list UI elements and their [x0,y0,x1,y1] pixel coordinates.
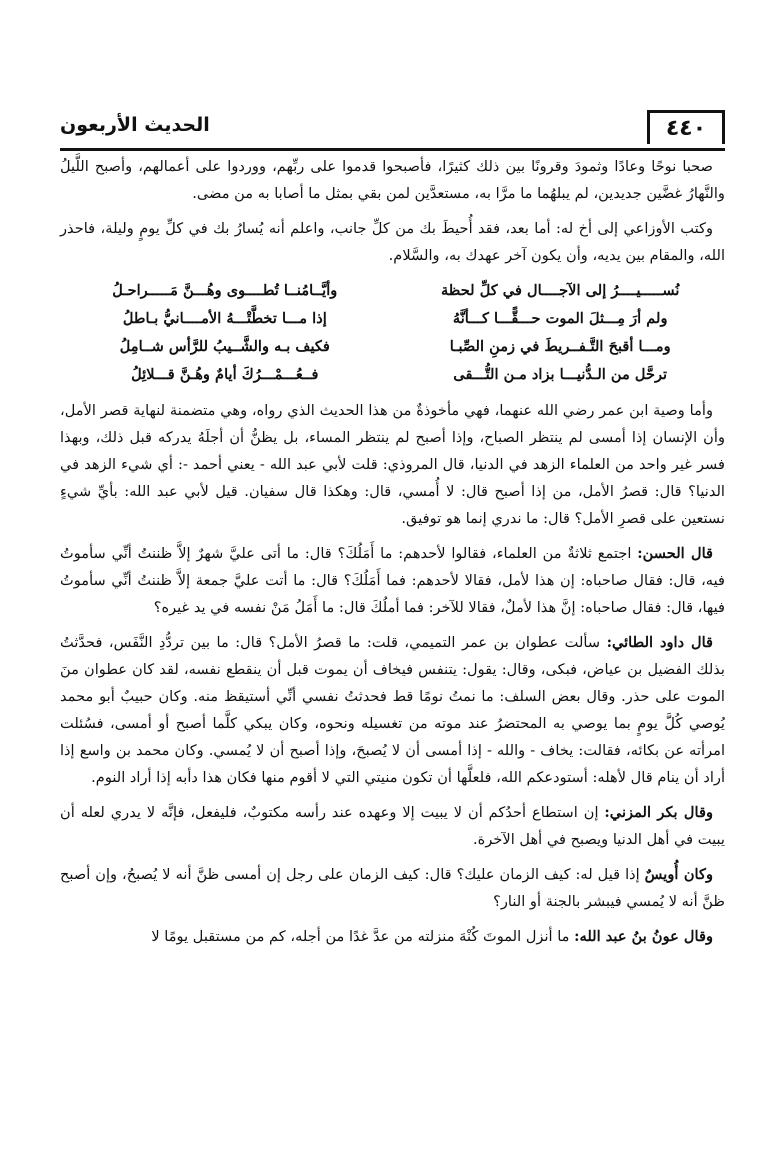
running-title: الحديث الأربعون [60,114,210,136]
paragraph-text: وكتب الأوزاعي إلى أخ له: أما بعد، فقد أُحيطَ بك من كلِّ جانب، واعلم أنه يُسارُ بك في كلِّ يومٍ وليلة، فاحذر الله، والمقام بين يديه، وأن يكون آخر عهدك به، والسَّلام. [60,220,725,264]
poem [60,277,725,389]
paragraph-lead: قال الحسن: [637,545,713,562]
verse-first-hemistich: ترحَّل من الـدُّنيـــا بزاد مـن التُّـــقى [453,366,668,383]
paragraph-text: إن استطاع أحدُكم أن لا يبيت إلا وعهده عند رأسه مكتوبٌ، فليفعل، فإنَّه لا يدري لعله أن يبيت في أهل الدنيا ويصبح في أهل الآخرة. [60,804,725,848]
verse-first-hemistich: ومـــا أقبحَ التَّـفــريطَ في زمنِ الصِّبـا [449,338,671,355]
page-body [60,153,725,958]
paragraph [60,397,725,532]
paragraph-text: ما أنزل الموتَ كُنْهَ منزلته من عدَّ غدًا من أجله، كم من مستقبل يومًا لا [151,928,575,945]
paragraph-lead: وقال بكر المزني: [604,804,713,821]
verse-second-hemistich: فــعُـــمْـــرُكَ أيامٌ وهُـنَّ قـــلائِلُ [131,366,319,383]
paragraph-lead: قال داود الطائي: [606,634,714,651]
paragraph [60,799,725,853]
poem-verse [70,333,715,361]
poem-verse [70,305,715,333]
paragraph-lead: وقال عونُ بنُ عبد الله: [574,928,713,945]
paragraph-text: اجتمع ثلاثةٌ من العلماء، فقالوا لأحدهم: ما أَمَلُكَ؟ قال: ما أتى عليَّ شهرٌ إلاَّ ظننتُ أنِّي سأموتُ فيه، قال: فقال صاحباه: إن هذا لأمل، فقالا لأحدهم: فما أَمَلُكَ؟ قال: ما أتت عليَّ جمعة إلاَّ ظننتُ أنِّي سأموتُ فيها، قال: فقال صاحباه: إنَّ هذا لأملٌ، فقالا للآخر: فما أملُكَ قال: ما أَمَلُ مَنْ نفسه في يد غيره؟ [60,545,725,616]
paragraph [60,923,725,950]
page-header [60,108,725,151]
verse-second-hemistich: إذا مـــا تخطَّتْـــهُ الأمــــانيُّ بـاطلُ [122,310,327,327]
paragraph [60,540,725,621]
verse-first-hemistich: نُســـــيــــرُ إلى الآجــــال في كلِّ لحظة [440,282,680,299]
paragraph [60,153,725,207]
verse-first-hemistich: ولم أرَ مِـــثلَ الموت حـــقًّـــا كـــأنَّهُ [452,310,668,327]
paragraph-text: صحبا نوحًا وعادًا وثمودَ وقرونًا بين ذلك كثيرًا، فأصبحوا قدموا على ربِّهم، ووردوا على أعمالهم، وأصبح اللَّيلُ والنَّهارُ غضَّين جديدين، لم يبلهُما ما مرَّا به، مستعدَّين لمن بقي بمثل ما أصابا به من مضى. [60,158,725,202]
paragraph [60,861,725,915]
paragraph [60,629,725,791]
paragraph-text: وأما وصية ابن عمر رضي الله عنهما، فهي مأخوذةٌ من هذا الحديث الذي رواه، وهي متضمنة لنهاية قصر الأمل، وأن الإنسان إذا أمسى لم ينتظر الصباح، وإذا أصبح لم ينتظر المساء، بل يظنُّ أن أجلَهُ يدركه قبل ذلك، وبهذا فسر غير واحد من العلماء الزهد في الدنيا، قال المروذي: قلت لأبي عبد الله - يعني أحمد -: أي شيء الزهد في الدنيا؟ قال: قصرُ الأمل، من إذا أصبح قال: لا أُمسي، قال: وهكذا قال سفيان. قيل لأبي عبد الله: بأيِّ شيءٍ نستعين على قصرِ الأمل؟ قال: ما ندري إنما هو توفيق. [60,402,725,527]
poem-verse [70,361,715,389]
page-number: ٤٤٠ [647,110,725,144]
paragraph-text: سألت عطوان بن عمر التميمي، قلت: ما قصرُ الأمل؟ قال: ما بين تردُّدِ النَّفَس، فحدَّثتُ بذلك الفضيل بن عياض، فبكى، وقال: يقول: يتنفس فيخاف أن يموت قبل أن ينقطع نفسه، لقد كان عطوان منَ الموت على حذر. وقال بعض السلف: ما نمتُ نومًا قط فحدثتُ نفسي أنِّي أستيقظ منه. وكان حبيبٌ أبو محمد يُوصي كُلَّ يومٍ بما يوصي به المحتضرُ عند موته من تغسيله ونحوه، وكان يبكي كلَّما أصبح أو أمسى، فسُئلت امرأته عن بكائه، فقالت: يخاف - والله - إذا أمسى أن لا يُصبحَ، وإذا أصبح أن لا يُمسي. وكان محمد بن واسع إذا أراد أن ينام قال لأهله: أستودعكم الله، فلعلَّها أن تكون منيتي التي لا أقوم منها فكان هذا دأبه إذا أراد النوم. [60,634,725,786]
paragraph-text: إذا قيل له: كيف الزمان عليك؟ قال: كيف الزمان على رجل إن أمسى ظنَّ أنه لا يُصبحُ، وإن أصبح ظنَّ أنه لا يُمسي فيبشر بالجنة أو النار؟ [60,866,725,910]
verse-second-hemistich: فكيف بـه والشَّــيبُ للرَّأس شــامِلُ [119,338,330,355]
paragraph-lead: وكان أُويسٌ [644,866,714,883]
poem-verse [70,277,715,305]
verse-second-hemistich: وأيَّــامُنــا تُطــــوى وهُـــنَّ مَـــــراحـلُ [112,282,338,299]
paragraph [60,215,725,269]
